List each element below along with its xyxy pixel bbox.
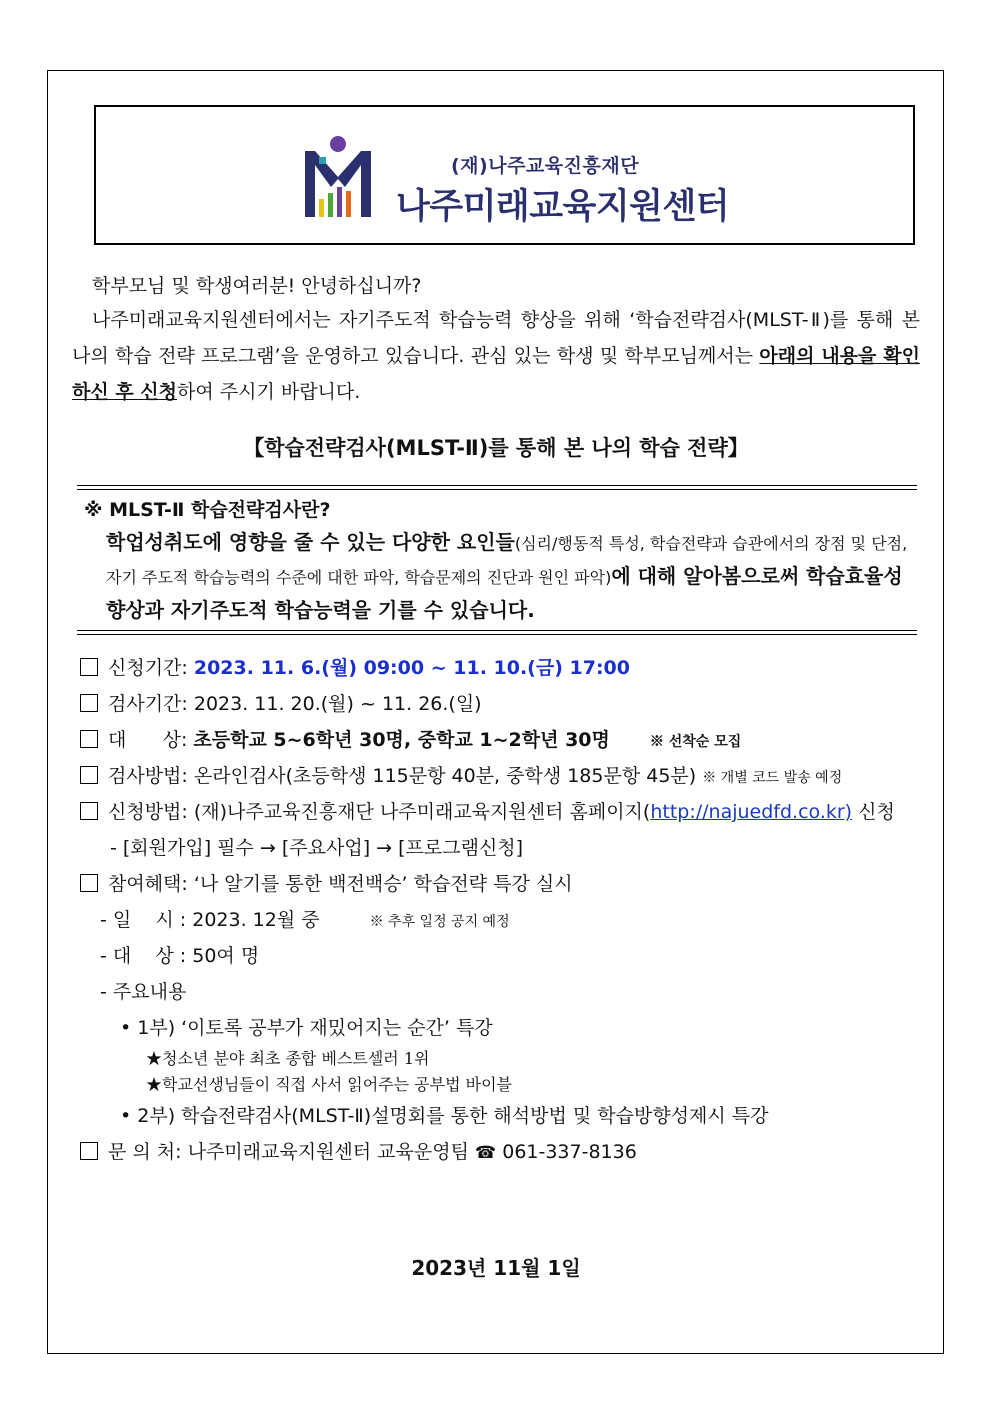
benefit-item: 참여혜택: ‘나 알기를 통한 백전백승’ 학습전략 특강 실시 bbox=[80, 866, 925, 902]
part1: • 1부) ‘이토록 공부가 재밌어지는 순간’ 특강 bbox=[120, 1017, 493, 1039]
method-item: 검사방법: 온라인검사(초등학생 115문항 40분, 중학생 185문항 45분) ※ 개별 코드 발송 예정 bbox=[80, 758, 925, 794]
phone-icon: ☎ bbox=[475, 1143, 497, 1163]
test-period-item: 검사기간: 2023. 11. 20.(월) ~ 11. 26.(일) bbox=[80, 686, 925, 722]
apply-steps: - [회원가입] 필수 → [주요사업] → [프로그램신청] bbox=[110, 837, 524, 859]
intro-paragraph: 나주미래교육지원센터에서는 자기주도적 학습능력 향상을 위해 ‘학습전략검사(MLST-Ⅱ)를 통해 본 나의 학습 전략 프로그램’을 운영하고 있습니다. 관심 있는 학생 및 학부모님께서는 아래의 내용을 확인하신 후 신청하여 주시기 바랍니다. bbox=[72, 309, 920, 403]
logo-title: 나주미래교육지원센터 bbox=[396, 187, 730, 227]
mlst-body: 학업성취도에 영향을 줄 수 있는 다양한 요인들(심리/행동적 특성, 학습전략과 습관에서의 장점 및 단점, 자기 주도적 학습능력의 수준에 대한 파악, 학습문제의 진단과 원인 파악)에 대해 알아봄으로써 학습효율성 향상과 자기주도적 학습능력을 기를 수 있습니다. bbox=[106, 530, 908, 622]
checkbox-square-icon bbox=[80, 766, 98, 784]
divider bbox=[77, 630, 917, 631]
checkbox-square-icon bbox=[80, 730, 98, 748]
divider bbox=[77, 485, 917, 486]
intro-emphasis: 아래의 내용을 확인하신 후 신청 bbox=[72, 345, 920, 403]
apply-period-item: 신청기간: 2023. 11. 6.(월) 09:00 ~ 11. 10.(금) 17:00 bbox=[80, 650, 925, 686]
divider bbox=[77, 634, 917, 635]
target-item: 대 상: 초등학교 5~6학년 30명, 중학교 1~2학년 30명 ※ 선착순 모집 bbox=[80, 722, 925, 758]
contact-item: 문 의 처: 나주미래교육지원센터 교육운영팀 ☎ 061-337-8136 bbox=[80, 1134, 925, 1170]
issue-date: 2023년 11월 1일 bbox=[411, 1256, 581, 1280]
checkbox-square-icon bbox=[80, 694, 98, 712]
mlst-description bbox=[80, 494, 916, 628]
part1-highlight: ★학교선생님들이 직접 사서 읽어주는 공부법 바이블 bbox=[146, 1075, 513, 1094]
logo-subtitle: (재)나주교육진흥재단 bbox=[451, 155, 640, 177]
logo-banner bbox=[94, 105, 915, 245]
benefit-target: - 대 상 : 50여 명 bbox=[100, 945, 260, 967]
divider bbox=[77, 489, 917, 490]
checkbox-square-icon bbox=[80, 658, 98, 676]
checkbox-square-icon bbox=[80, 1142, 98, 1160]
section-title: 【학습전략검사(MLST-Ⅱ)를 통해 본 나의 학습 전략】 bbox=[243, 436, 749, 460]
part1-highlight: ★청소년 분야 최초 종합 베스트셀러 1위 bbox=[146, 1049, 430, 1068]
benefit-date: - 일 시 : 2023. 12월 중 ※ 추후 일정 공지 예정 bbox=[100, 909, 510, 931]
info-list bbox=[80, 650, 925, 1170]
how-to-apply-item: 신청방법: (재)나주교육진흥재단 나주미래교육지원센터 홈페이지(http://najuedfd.co.kr) 신청 bbox=[80, 794, 925, 830]
greeting: 학부모님 및 학생여러분! 안녕하십니까? bbox=[92, 275, 422, 297]
homepage-link[interactable]: http://najuedfd.co.kr) bbox=[650, 801, 853, 823]
checkbox-square-icon bbox=[80, 874, 98, 892]
checkbox-square-icon bbox=[80, 802, 98, 820]
foundation-logo-icon bbox=[301, 135, 381, 223]
benefit-content: - 주요내용 bbox=[100, 981, 187, 1003]
mlst-heading: ※ MLST-Ⅱ 학습전략검사란? bbox=[84, 499, 331, 521]
part2: • 2부) 학습전략검사(MLST-Ⅱ)설명회를 통한 해석방법 및 학습방향성제시 특강 bbox=[120, 1105, 769, 1127]
